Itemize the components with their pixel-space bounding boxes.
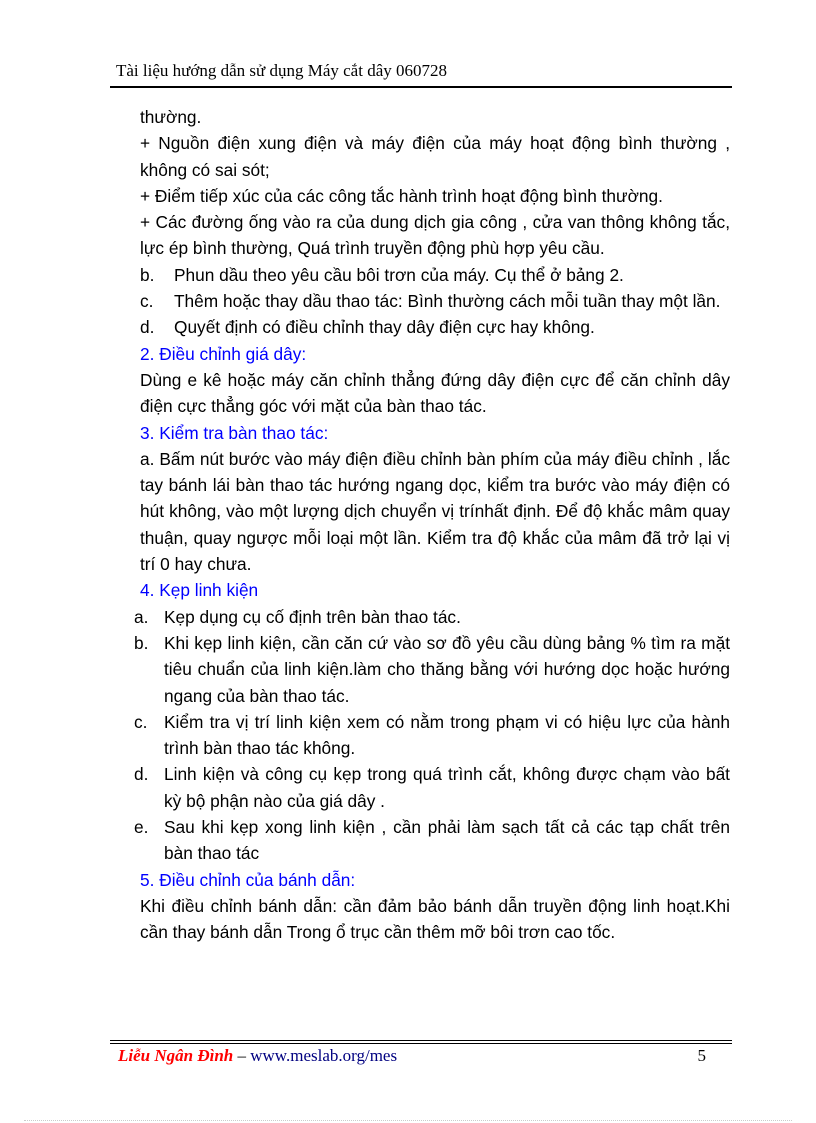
- paragraph: + Các đường ống vào ra của dung dịch gia công , cửa van thông không tắc, lực ép bình thường, Quá trình truyền động phù hợp yêu cầu.: [140, 212, 730, 259]
- list-marker: c.: [134, 711, 148, 732]
- list-text: Thêm hoặc thay dầu thao tác: Bình thường cách mỗi tuần thay một lần.: [174, 291, 721, 312]
- page-number: 5: [697, 1046, 706, 1065]
- list-item: [134, 604, 730, 630]
- list-text: Sau khi kẹp xong linh kiện , cần phải làm sạch tất cả các tạp chất trên bàn thao tác: [164, 817, 730, 864]
- list-marker: b.: [134, 632, 149, 653]
- section-heading: 3. Kiểm tra bàn thao tác:: [140, 422, 329, 443]
- footer-author: Liễu Ngân Đình: [118, 1046, 234, 1065]
- paragraph: Khi điều chỉnh bánh dẫn: cần đảm bảo bánh dẫn truyền động linh hoạt.Khi cần thay bánh dẫn Trong ổ trục cần thêm mỡ bôi trơn cao tốc.: [140, 895, 730, 943]
- list-marker: d.: [140, 317, 155, 338]
- list-marker: c.: [140, 291, 154, 312]
- list-marker: d.: [134, 764, 149, 785]
- list-item: [134, 761, 730, 814]
- footer-rule: [110, 1043, 732, 1044]
- footer-separator: –: [233, 1046, 251, 1065]
- list-marker: e.: [134, 817, 149, 838]
- list-marker: a.: [134, 606, 149, 627]
- list-text: Quyết định có điều chỉnh thay dây điện cực hay không.: [174, 317, 595, 338]
- paragraph: thường.: [140, 107, 202, 127]
- list-item: [140, 314, 730, 340]
- header-title: Tài liệu hướng dẫn sử dụng Máy cắt dây 060728: [116, 61, 447, 80]
- list-text: Khi kẹp linh kiện, cần căn cứ vào sơ đồ yêu cầu dùng bảng % tìm ra mặt tiêu chuẩn của linh kiện.làm cho thăng bằng với hướng dọc hoặc hướng ngang của bàn thao tác.: [164, 632, 730, 706]
- list-item: [134, 814, 730, 867]
- page-footer: [118, 1046, 714, 1068]
- paragraph: Dùng e kê hoặc máy căn chỉnh thẳng đứng dây điện cực để căn chỉnh dây điện cực thẳng góc với mặt của bàn thao tác.: [140, 369, 730, 417]
- list-item: [134, 709, 730, 762]
- page-header: [110, 58, 732, 88]
- section-heading: 4. Kẹp linh kiện: [140, 580, 259, 601]
- footer-website-link[interactable]: www.meslab.org/mes: [250, 1046, 398, 1065]
- footer-rule: [110, 1040, 732, 1041]
- list-text: Linh kiện và công cụ kẹp trong quá trình cắt, không được chạm vào bất kỳ bộ phận nào của giá dây .: [164, 764, 730, 811]
- paragraph: + Nguồn điện xung điện và máy điện của máy hoạt động bình thường , không có sai sót;: [140, 133, 730, 180]
- list-text: Kiểm tra vị trí linh kiện xem có nằm trong phạm vi có hiệu lực của hành trình bàn thao tác không.: [164, 711, 730, 759]
- section-heading: 5. Điều chỉnh của bánh dẫn:: [140, 869, 356, 890]
- page-bottom-divider: [24, 1120, 792, 1121]
- list-text: Phun dầu theo yêu cầu bôi trơn của máy. Cụ thể ở bảng 2.: [174, 264, 624, 285]
- list-item: [140, 262, 730, 288]
- page-content: [134, 104, 730, 946]
- section-heading: 2. Điều chỉnh giá dây:: [140, 343, 307, 364]
- list-item: [134, 630, 730, 709]
- list-marker: b.: [140, 264, 155, 285]
- list-item: [140, 288, 730, 314]
- list-text: Kẹp dụng cụ cố định trên bàn thao tác.: [164, 606, 461, 627]
- paragraph: a. Bấm nút bước vào máy điện điều chỉnh bàn phím của máy điều chỉnh , lắc tay bánh lái bàn thao tác hướng ngang dọc, kiểm tra bước vào máy điện có hút không, vào một lượng dịch chuyển vị trínhất định. Để độ khắc mâm quay thuận, quay ngược mỗi loại một lần. Kiểm tra độ khắc của mâm đã trở lại vị trí 0 hay chưa.: [140, 448, 730, 575]
- paragraph: + Điểm tiếp xúc của các công tắc hành trình hoạt động bình thường.: [140, 185, 663, 206]
